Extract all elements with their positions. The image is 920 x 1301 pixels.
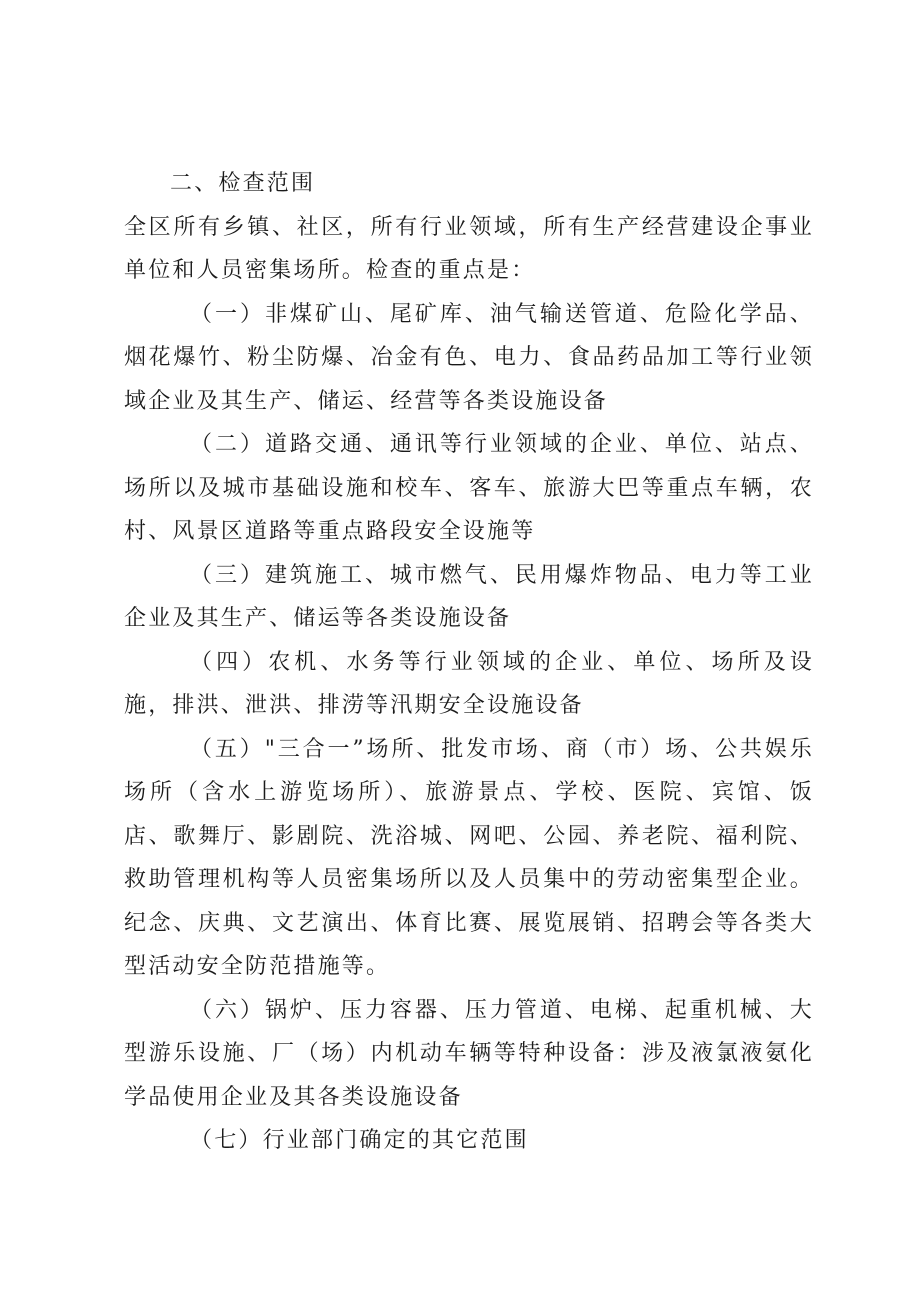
document-body: [124, 162, 814, 1163]
item-paragraph-3: （三）建筑施工、城市燃气、民用爆炸物品、电力等工业企业及其生产、储运等各类设施设备: [124, 562, 814, 631]
item-paragraph-7: （七）行业部门确定的其它范围: [190, 1128, 529, 1153]
item-paragraph-4: （四）农机、水务等行业领域的企业、单位、场所及设施，排洪、泄洪、排涝等汛期安全设施设备: [124, 649, 814, 718]
item-paragraph-6: （六）锅炉、压力容器、压力管道、电梯、起重机械、大型游乐设施、厂（场）内机动车辆等特种设备：涉及液氯液氨化学品使用企业及其各类设施设备: [124, 997, 814, 1110]
section-heading: 二、检查范围: [170, 171, 316, 196]
intro-paragraph: 全区所有乡镇、社区，所有行业领域，所有生产经营建设企事业单位和人员密集场所。检查的重点是：: [124, 214, 814, 283]
item-paragraph-2: （二）道路交通、通讯等行业领域的企业、单位、站点、场所以及城市基础设施和校车、客车、旅游大巴等重点车辆，农村、风景区道路等重点路段安全设施等: [124, 432, 814, 544]
item-paragraph-5: （五）"三合一”场所、批发市场、商（市）场、公共娱乐场所（含水上游览场所）、旅游景点、学校、医院、宾馆、饭店、歌舞厅、影剧院、洗浴城、网吧、公园、养老院、福利院、救助管理机构等人员密集场所以及人员集中的劳动密集型企业。纪念、庆典、文艺演出、体育比赛、展览展销、招聘会等各类大型活动安全防范措施等。: [124, 736, 814, 979]
item-paragraph-1: （一）非煤矿山、尾矿库、油气输送管道、危险化学品、烟花爆竹、粉尘防爆、冶金有色、电力、食品药品加工等行业领域企业及其生产、储运、经营等各类设施设备: [124, 301, 814, 414]
